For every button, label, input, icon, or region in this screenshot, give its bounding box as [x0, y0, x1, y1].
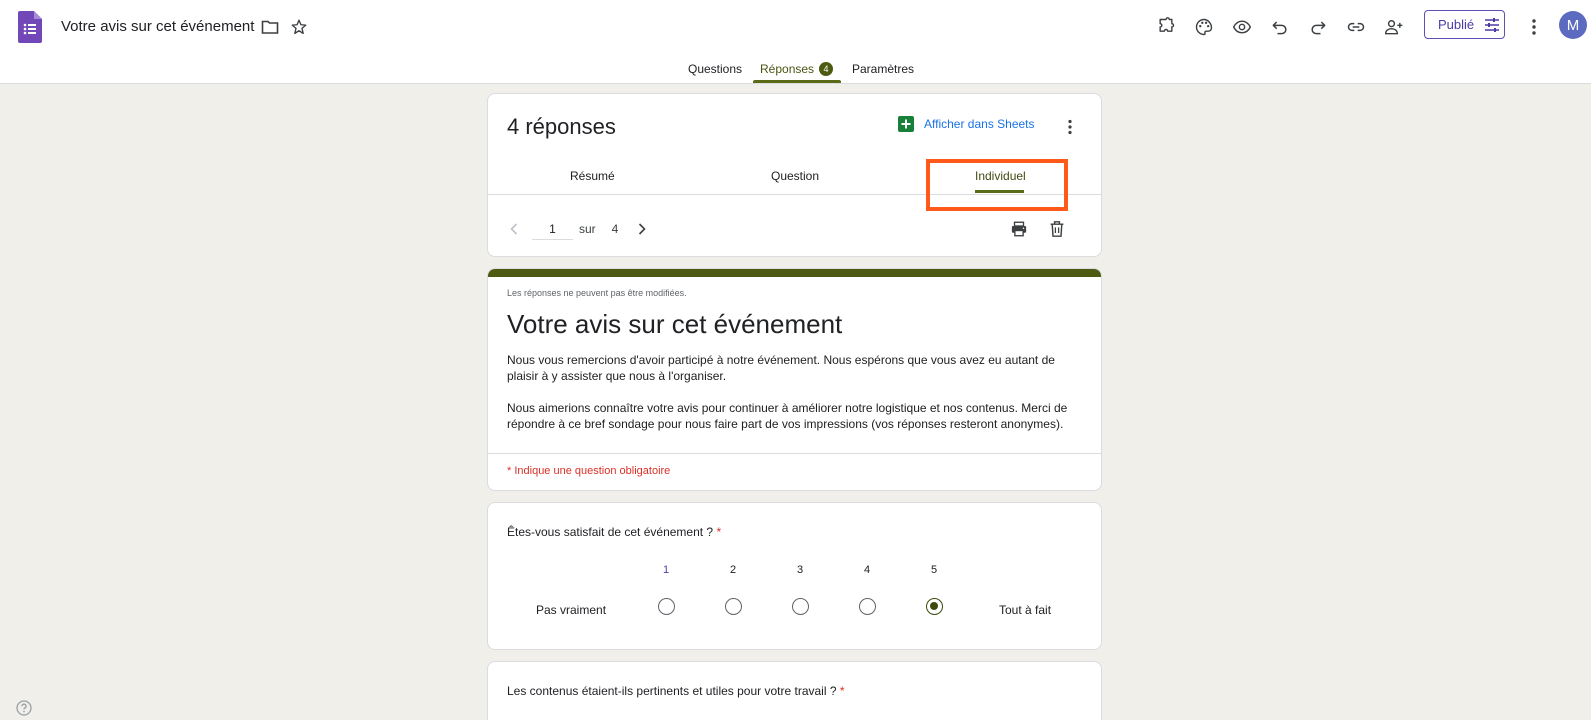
responses-more-icon[interactable] [1060, 117, 1080, 137]
sheets-icon [898, 116, 914, 132]
scale-radio-5[interactable] [926, 598, 943, 615]
response-pager [504, 216, 652, 242]
view-in-sheets-link[interactable] [898, 116, 1035, 132]
description-paragraph: Nous vous remercions d'avoir participé à notre événement. Nous espérons que vous avez eu autant de plaisir à y assister que nous à l'organiser. [507, 353, 1055, 383]
redo-icon[interactable] [1304, 13, 1332, 41]
scale-high-label: Tout à fait [999, 603, 1052, 617]
active-tab-indicator [753, 80, 841, 83]
description-paragraph: Nous aimerions connaître votre avis pour continuer à améliorer notre logistique et nos contenus. Merci de répondre à ce bref sondage pour nous faire part de vos impressions (vos réponses resteront anonymes). [507, 401, 1068, 431]
question-text: Les contenus étaient-ils pertinents et utiles pour votre travail ? [507, 684, 837, 698]
form-header-card [487, 268, 1102, 491]
form-title: Votre avis sur cet événement [507, 309, 843, 339]
pager-total: 4 [611, 222, 619, 236]
question-text: Êtes-vous satisfait de cet événement ? [507, 525, 714, 539]
active-subtab-indicator [975, 190, 1024, 193]
scale-value-2: 2 [729, 564, 737, 576]
responses-count: 4 réponses [507, 114, 616, 139]
pager-of-label: sur [579, 222, 596, 236]
tab-individual[interactable]: Individuel [975, 169, 1026, 183]
question-label [507, 525, 721, 539]
tab-summary[interactable]: Résumé [570, 169, 615, 183]
form-description [507, 352, 1087, 432]
subtab-divider [488, 194, 1101, 195]
question-card [487, 502, 1102, 650]
publish-button[interactable] [1424, 10, 1505, 39]
tab-question[interactable]: Question [771, 169, 820, 183]
preview-eye-icon[interactable] [1228, 13, 1256, 41]
forms-logo-icon[interactable] [18, 11, 42, 43]
scale-radio-2[interactable] [725, 598, 742, 615]
delete-icon[interactable] [1045, 217, 1069, 241]
responses-summary-card [487, 93, 1102, 257]
undo-icon[interactable] [1266, 13, 1294, 41]
print-icon[interactable] [1007, 217, 1031, 241]
document-title[interactable]: Votre avis sur cet événement [61, 18, 255, 35]
view-in-sheets-label: Afficher dans Sheets [924, 117, 1035, 131]
scale-value-5: 5 [930, 564, 938, 576]
scale-value-4: 4 [863, 564, 871, 576]
responses-count-badge: 4 [819, 62, 833, 76]
top-bar [0, 0, 1591, 84]
previous-response-icon[interactable] [504, 219, 524, 239]
add-ons-icon[interactable] [1152, 13, 1180, 41]
more-vert-icon[interactable] [1520, 13, 1548, 41]
scale-radio-4[interactable] [859, 598, 876, 615]
question-card [487, 661, 1102, 720]
required-mark: * [839, 684, 845, 698]
read-only-notice: Les réponses ne peuvent pas être modifiées. [507, 288, 687, 298]
tune-icon [1484, 18, 1500, 32]
scale-low-label: Pas vraiment [536, 603, 607, 617]
tab-responses-label: Réponses [760, 62, 815, 76]
next-response-icon[interactable] [632, 219, 652, 239]
form-accent-bar [488, 269, 1102, 277]
folder-icon[interactable] [260, 17, 280, 37]
scale-value-3: 3 [796, 564, 804, 576]
required-mark: * [716, 525, 722, 539]
header-divider [488, 453, 1101, 454]
main-tabs [0, 56, 1591, 84]
tab-questions[interactable]: Questions [688, 62, 743, 76]
question-label [507, 684, 845, 698]
required-note: * Indique une question obligatoire [507, 465, 671, 477]
page-number-input[interactable] [532, 218, 573, 240]
avatar[interactable]: M [1559, 11, 1587, 39]
palette-icon[interactable] [1190, 13, 1218, 41]
help-icon[interactable] [16, 700, 32, 716]
tab-settings[interactable]: Paramètres [852, 62, 915, 76]
publish-label: Publié [1438, 17, 1475, 32]
star-icon[interactable] [289, 17, 309, 37]
scale-radio-3[interactable] [792, 598, 809, 615]
add-collaborator-icon[interactable] [1380, 13, 1408, 41]
scale-value-1: 1 [662, 564, 670, 576]
link-icon[interactable] [1342, 13, 1370, 41]
scale-radio-1[interactable] [658, 598, 675, 615]
